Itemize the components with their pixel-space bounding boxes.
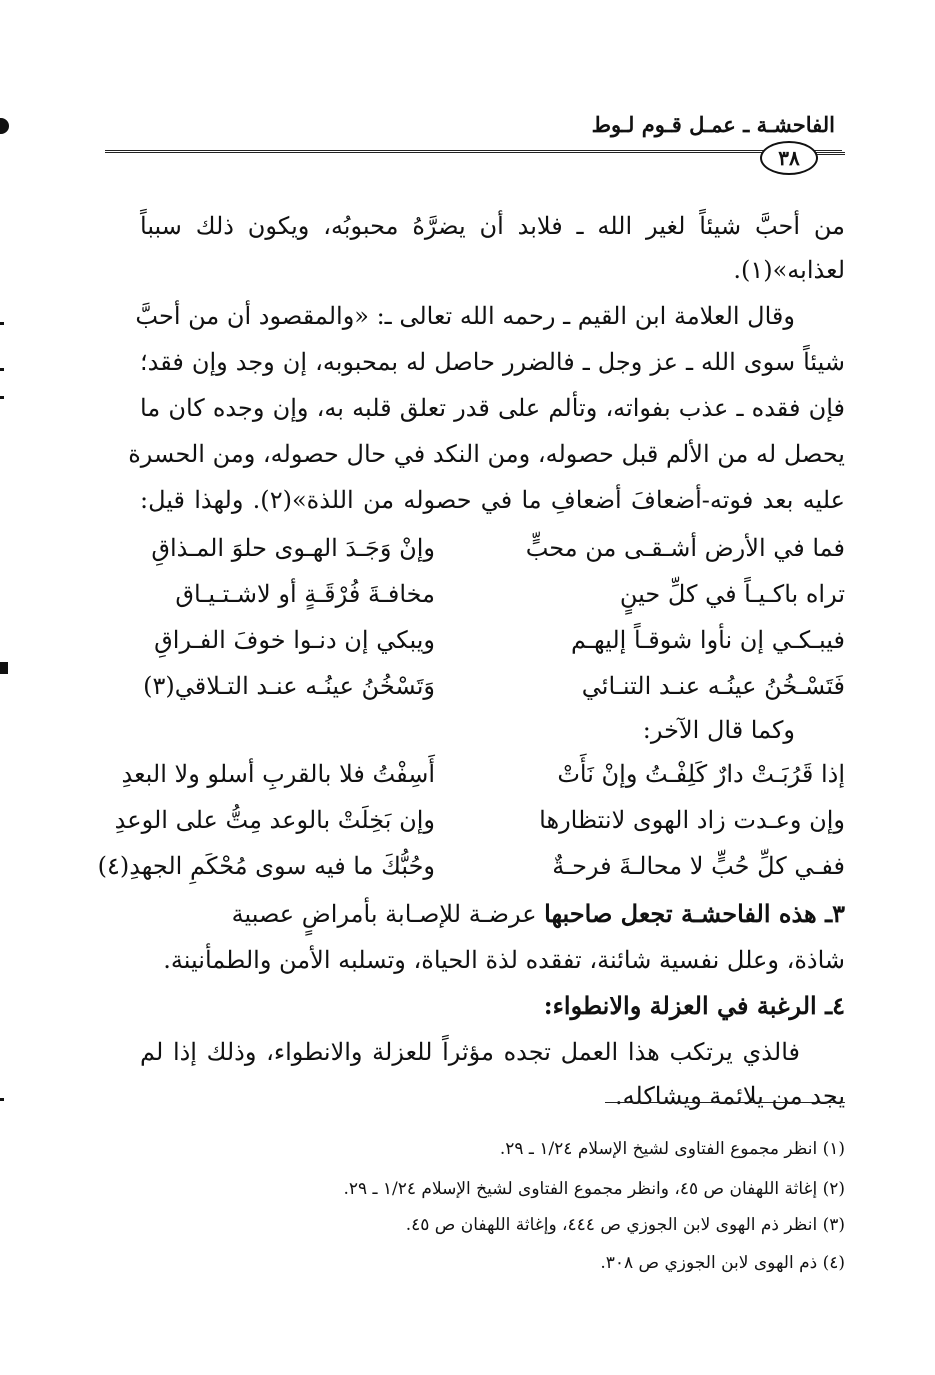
poem1-verse-4-second: وَتَسْخُنُ عينُـه عنـد التـلاقي(٣) <box>143 672 435 700</box>
body-line-2: لعذابه»(١). <box>733 256 845 284</box>
footnote-2: (٢) إغاثة اللهفان ص ٤٥، وانظر مجموع الفتاوى لشيخ الإسلام ١/٢٤ ـ ٢٩. <box>343 1179 845 1199</box>
point3-rest: عرضـة للإصـابة بأمراضٍ عصبية <box>231 900 537 928</box>
scan-edge-mark <box>0 1098 4 1101</box>
poem2-verse-1-first: إذا قَرُبَـتْ دارٌ كَلِفْـتُ وإنْ نَأَتْ <box>557 760 845 788</box>
body-line-3: وقال العلامة ابن القيم ـ رحمه الله تعالى ـ: «والمقصود أن من أحبَّ <box>135 302 795 330</box>
poem1-verse-1-first: فما في الأرض أشـقـى من محبٍّ <box>525 534 845 562</box>
poem1-verse-3-second: ويبكي إن دنـوا خوفَ الفـراقِ <box>154 626 435 654</box>
poem2-verse-3-second: وحُبُّكَ ما فيه سوى مُحْكَمِ الجهدِ(٤) <box>97 852 435 880</box>
poem1-verse-1-second: وإنْ وَجَـدَ الهـوى حلوَ المـذاقِ <box>151 534 435 562</box>
poem2-verse-2-first: وإن وعـدت زاد الهوى لانتظارها <box>539 806 845 834</box>
poem1-verse-4-first: فَتَسْـخُنُ عينُـه عنـد التنـائي <box>581 672 845 700</box>
poem1-verse-2-first: تراه باكـيـاً في كلِّ حينٍ <box>619 580 845 608</box>
page-number-badge: ٣٨ <box>760 141 818 175</box>
footnote-3: (٣) انظر ذم الهوى لابن الجوزي ص ٤٤٤، وإغاثة اللهفان ص ٤٥. <box>405 1215 845 1235</box>
poem2-verse-1-second: أَسِفْتُ فلا بالقربِ أسلو ولا البعدِ <box>121 760 435 788</box>
running-header-title: الفاحشـة ـ عمـل قـوم لـوط <box>591 112 835 137</box>
poem2-intro: وكما قال الآخر: <box>642 716 795 744</box>
header-rule <box>105 150 842 153</box>
point4-line-2: يجد من يلائمة ويشاكله. <box>614 1082 845 1110</box>
body-line-1: من أحبَّ شيئاً لغير الله ـ فلابد أن يضرَّهُ محبوبُه، ويكون ذلك سبباً <box>140 212 845 240</box>
poem1-verse-3-first: فيبـكـي إن نأوا شوقـاً إليهـم <box>571 626 845 654</box>
body-line-5: فإن فقده ـ عذب بفواته، وتألم على قدر تعلق قلبه به، وإن وجده كان ما <box>140 394 845 422</box>
point3-line-1 <box>232 894 845 934</box>
point4-line-1: فالذي يرتكب هذا العمل تجده مؤثراً للعزلة والانطواء، وذلك إذا لم <box>140 1038 800 1066</box>
point4-heading: ٤ـ الرغبة في العزلة والانطواء: <box>543 991 845 1020</box>
poem2-verse-3-first: ففـي كلِّ حُبٍّ لا محالـةَ فرحـةٌ <box>552 852 845 880</box>
footnote-rule <box>605 1102 845 1103</box>
body-line-7: عليه بعد فوته-أضعافَ أضعافِ ما في حصوله من اللذة»(٢). ولهذا قيل: <box>140 486 846 514</box>
scan-edge-mark <box>0 118 9 134</box>
scan-edge-mark <box>0 368 4 371</box>
poem1-verse-2-second: مخافـةَ فُرْقَـةٍ أو لاشـتـيـاق <box>175 580 435 608</box>
footnote-1: (١) انظر مجموع الفتاوى لشيخ الإسلام ١/٢٤ ـ ٢٩. <box>499 1139 845 1159</box>
body-line-6: يحصل له من الألم قبل حصوله، ومن النكد في حال حصوله، ومن الحسرة <box>128 440 845 468</box>
body-line-4: شيئاً سوى الله ـ عز وجل ـ فالضرر حاصل له بمحبوبه، إن وجد وإن فقد؛ <box>140 348 845 376</box>
scan-edge-mark <box>0 322 4 325</box>
poem2-verse-2-second: وإن بَخِلَتْ بالوعد مِتُّ على الوعدِ <box>114 806 435 834</box>
point3-line-2: شاذة، وعلل نفسية شائنة، تفقده لذة الحياة، وتسلبه الأمن والطمأنينة. <box>163 946 845 974</box>
point3-heading: ٣ـ هذه الفاحشـة تجعل صاحبها <box>544 899 845 928</box>
footnote-4: (٤) ذم الهوى لابن الجوزي ص ٣٠٨. <box>600 1253 845 1273</box>
header-rule-tail <box>817 152 845 155</box>
scan-edge-mark <box>0 662 8 674</box>
scan-edge-mark <box>0 396 4 399</box>
